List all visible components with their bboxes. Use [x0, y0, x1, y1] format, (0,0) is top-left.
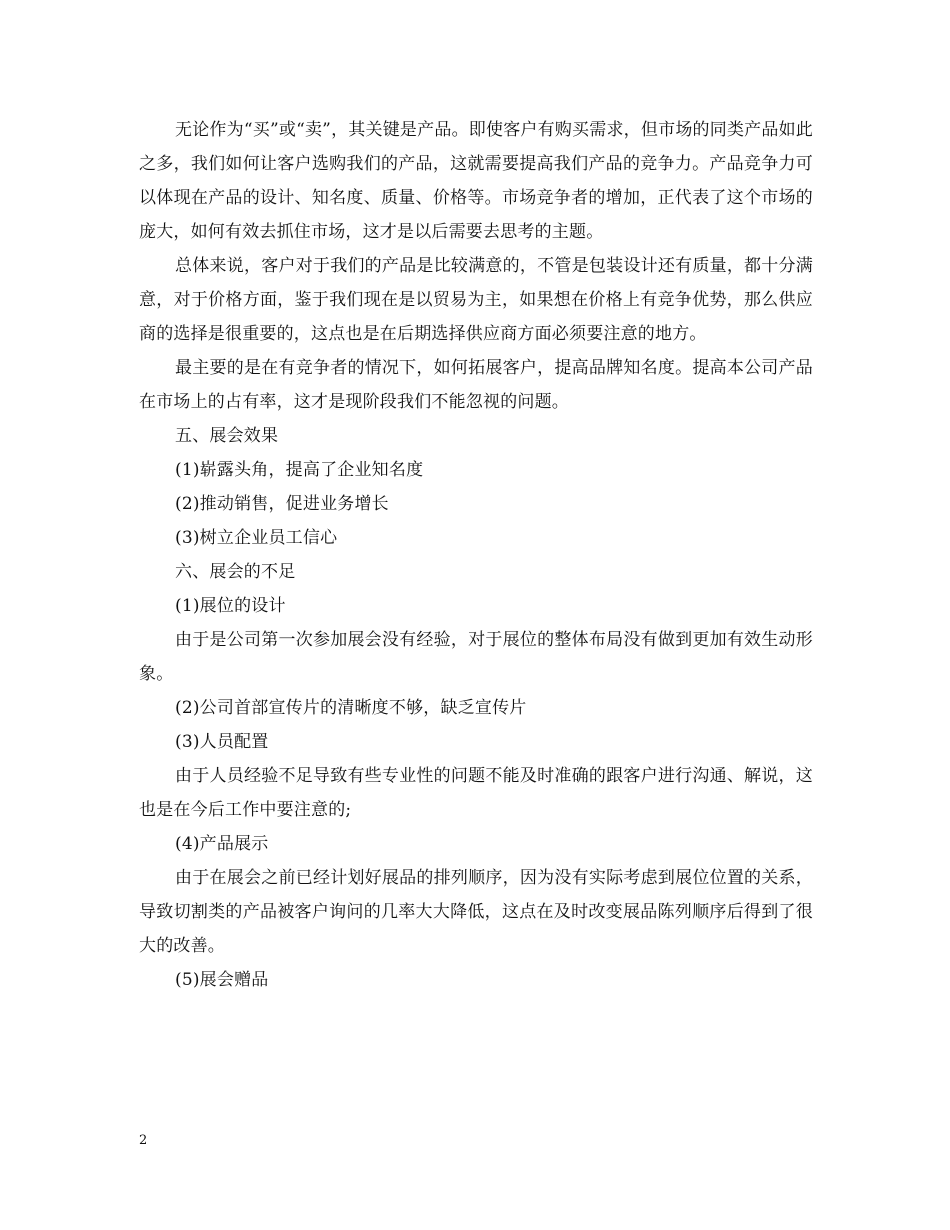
section-heading-exhibition-effect: 五、展会效果 — [175, 426, 279, 446]
list-item-effect-1: (1)崭露头角，提高了企业知名度 — [175, 460, 424, 480]
paragraph-staffing: 由于人员经验不足导致有些专业性的问题不能及时准确的跟客户进行沟通、解说，这也是在今后工作中要注意的; — [139, 766, 813, 820]
section-heading-shortcomings: 六、展会的不足 — [175, 562, 296, 582]
list-item-shortcoming-1: (1)展位的设计 — [175, 596, 286, 616]
document-body — [139, 113, 813, 997]
page-number: 2 — [139, 1133, 148, 1148]
list-item-effect-2: (2)推动销售，促进业务增长 — [175, 494, 389, 514]
list-item-effect-3: (3)树立企业员工信心 — [175, 528, 338, 548]
list-item-shortcoming-2: (2)公司首部宣传片的清晰度不够，缺乏宣传片 — [175, 698, 527, 718]
list-item-shortcoming-3: (3)人员配置 — [175, 732, 269, 752]
paragraph-product-key: 无论作为“买”或“卖”，其关键是产品。即使客户有购买需求，但市场的同类产品如此之多，我们如何让客户选购我们的产品，这就需要提高我们产品的竞争力。产品竞争力可以体现在产品的设计、知名度、质量、价格等。市场竞争者的增加，正代表了这个市场的庞大，如何有效去抓住市场，这才是以后需要去思考的主题。 — [139, 120, 813, 242]
paragraph-brand-awareness: 最主要的是在有竞争者的情况下，如何拓展客户，提高品牌知名度。提高本公司产品在市场上的占有率，这才是现阶段我们不能忽视的问题。 — [139, 358, 813, 412]
list-item-shortcoming-5: (5)展会赠品 — [175, 970, 269, 990]
paragraph-booth-design: 由于是公司第一次参加展会没有经验，对于展位的整体布局没有做到更加有效生动形象。 — [139, 630, 813, 684]
paragraph-product-display: 由于在展会之前已经计划好展品的排列顺序，因为没有实际考虑到展位位置的关系，导致切割类的产品被客户询问的几率大大降低，这点在及时改变展品陈列顺序后得到了很大的改善。 — [139, 868, 813, 956]
list-item-shortcoming-4: (4)产品展示 — [175, 834, 269, 854]
paragraph-customer-satisfaction: 总体来说，客户对于我们的产品是比较满意的，不管是包装设计还有质量，都十分满意，对于价格方面，鉴于我们现在是以贸易为主，如果想在价格上有竞争优势，那么供应商的选择是很重要的，这点也是在后期选择供应商方面必须要注意的地方。 — [139, 256, 813, 344]
